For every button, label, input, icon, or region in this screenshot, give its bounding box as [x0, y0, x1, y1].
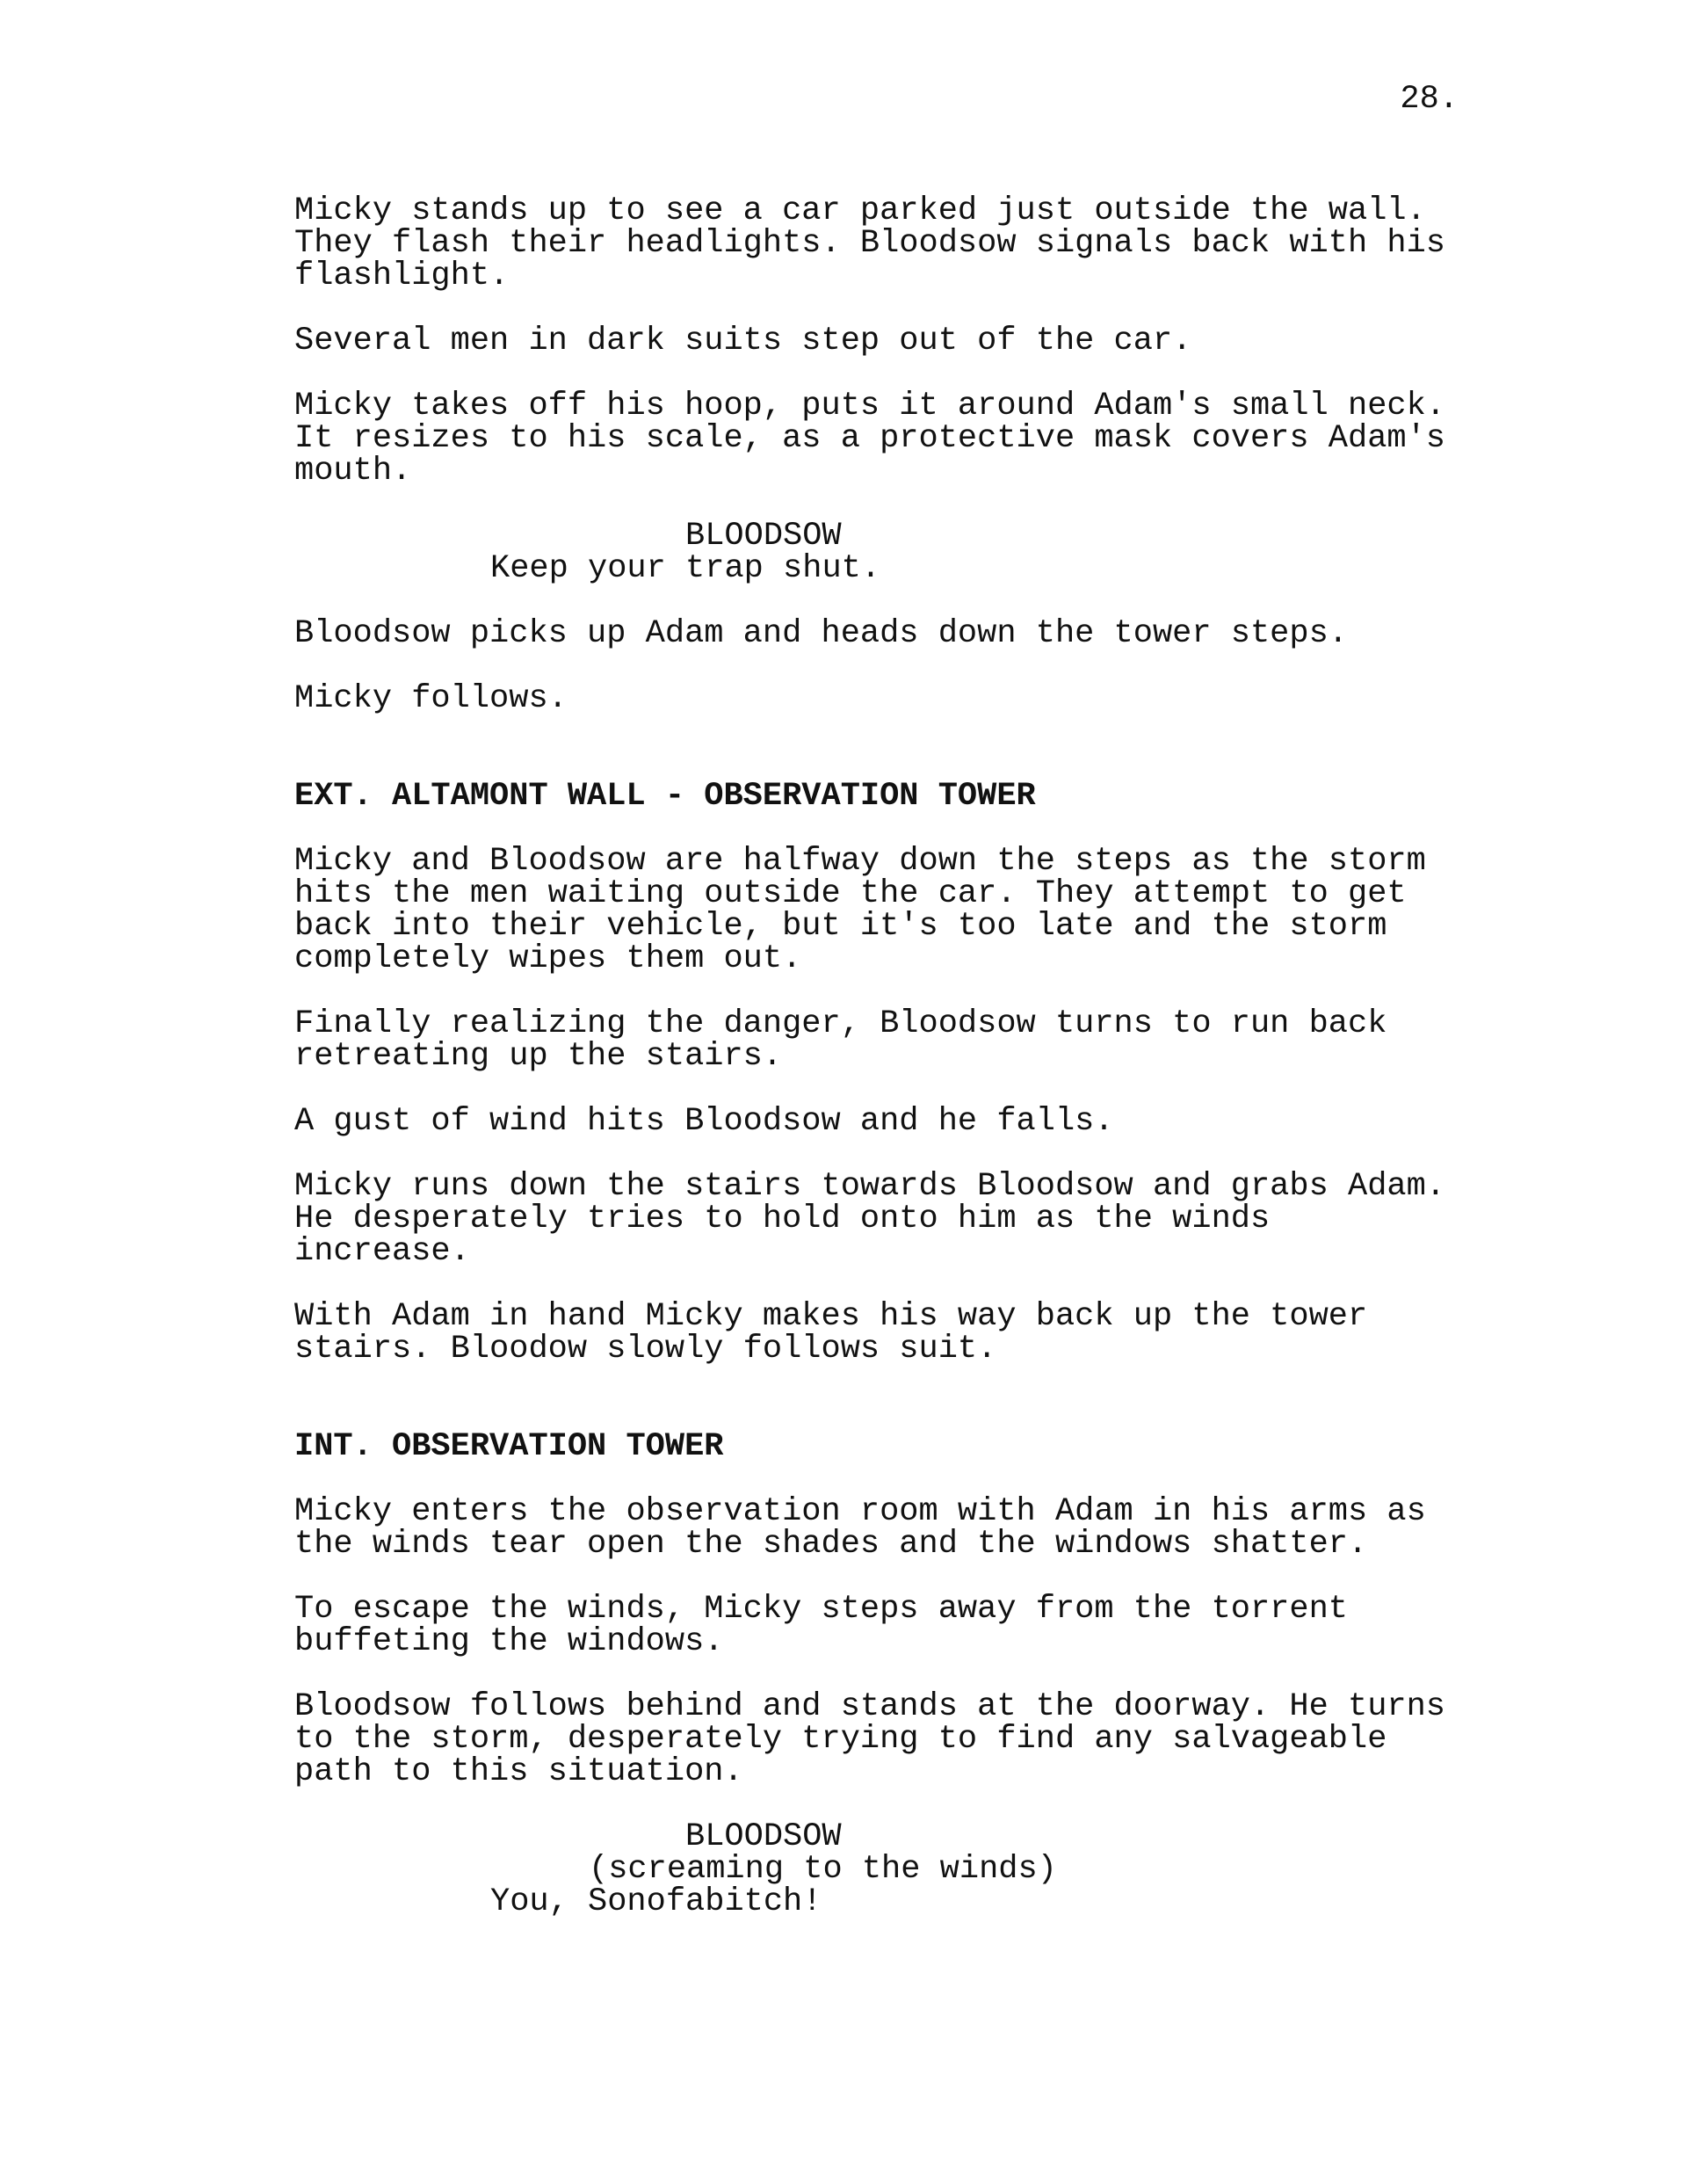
screenplay-page-body [294, 192, 1524, 1951]
action-paragraph: Finally realizing the danger, Bloodsow turns to run back retreating up the stairs. [294, 1005, 1387, 1075]
action-paragraph: Micky enters the observation room with Adam in his arms as the winds tear open the shades and the windows shatter. [294, 1493, 1426, 1563]
action-paragraph: Micky and Bloodsow are halfway down the steps as the storm hits the men waiting outside the car. They attempt to get back into their vehicle, but it's too late and the storm completely wipes them out. [294, 843, 1426, 977]
action-paragraph: Micky takes off his hoop, puts it around Adam's small neck. It resizes to his scale, as a protective mask covers Adam's mouth. [294, 388, 1446, 490]
action-paragraph: A gust of wind hits Bloodsow and he falls. [294, 1103, 1114, 1140]
character-name: BLOODSOW [685, 518, 842, 555]
action-paragraph: With Adam in hand Micky makes his way back up the tower stairs. Bloodow slowly follows suit. [294, 1298, 1368, 1368]
dialogue-block [294, 520, 1524, 585]
action-paragraph: Micky stands up to see a car parked just outside the wall. They flash their headlights. Bloodsow signals back with his flashlight. [294, 192, 1446, 294]
parenthetical: (screaming to the winds) [589, 1851, 1057, 1888]
dialogue-block [294, 1818, 1524, 1920]
scene-heading: INT. OBSERVATION TOWER [294, 1428, 724, 1465]
scene-heading: EXT. ALTAMONT WALL - OBSERVATION TOWER [294, 778, 1036, 815]
action-paragraph: Bloodsow follows behind and stands at the doorway. He turns to the storm, desperately trying to find any salvageable path to this situation. [294, 1688, 1446, 1790]
action-paragraph: To escape the winds, Micky steps away from the torrent buffeting the windows. [294, 1591, 1348, 1660]
page-number: 28. [1400, 81, 1459, 118]
action-paragraph: Micky follows. [294, 680, 568, 717]
character-name: BLOODSOW [685, 1818, 842, 1855]
action-paragraph: Micky runs down the stairs towards Bloodsow and grabs Adam. He desperately tries to hold onto him as the winds increase. [294, 1168, 1446, 1270]
action-paragraph: Bloodsow picks up Adam and heads down the tower steps. [294, 615, 1348, 652]
dialogue-line: Keep your trap shut. [490, 550, 881, 587]
dialogue-line: You, Sonofabitch! [490, 1883, 822, 1920]
action-paragraph: Several men in dark suits step out of the car. [294, 323, 1192, 359]
